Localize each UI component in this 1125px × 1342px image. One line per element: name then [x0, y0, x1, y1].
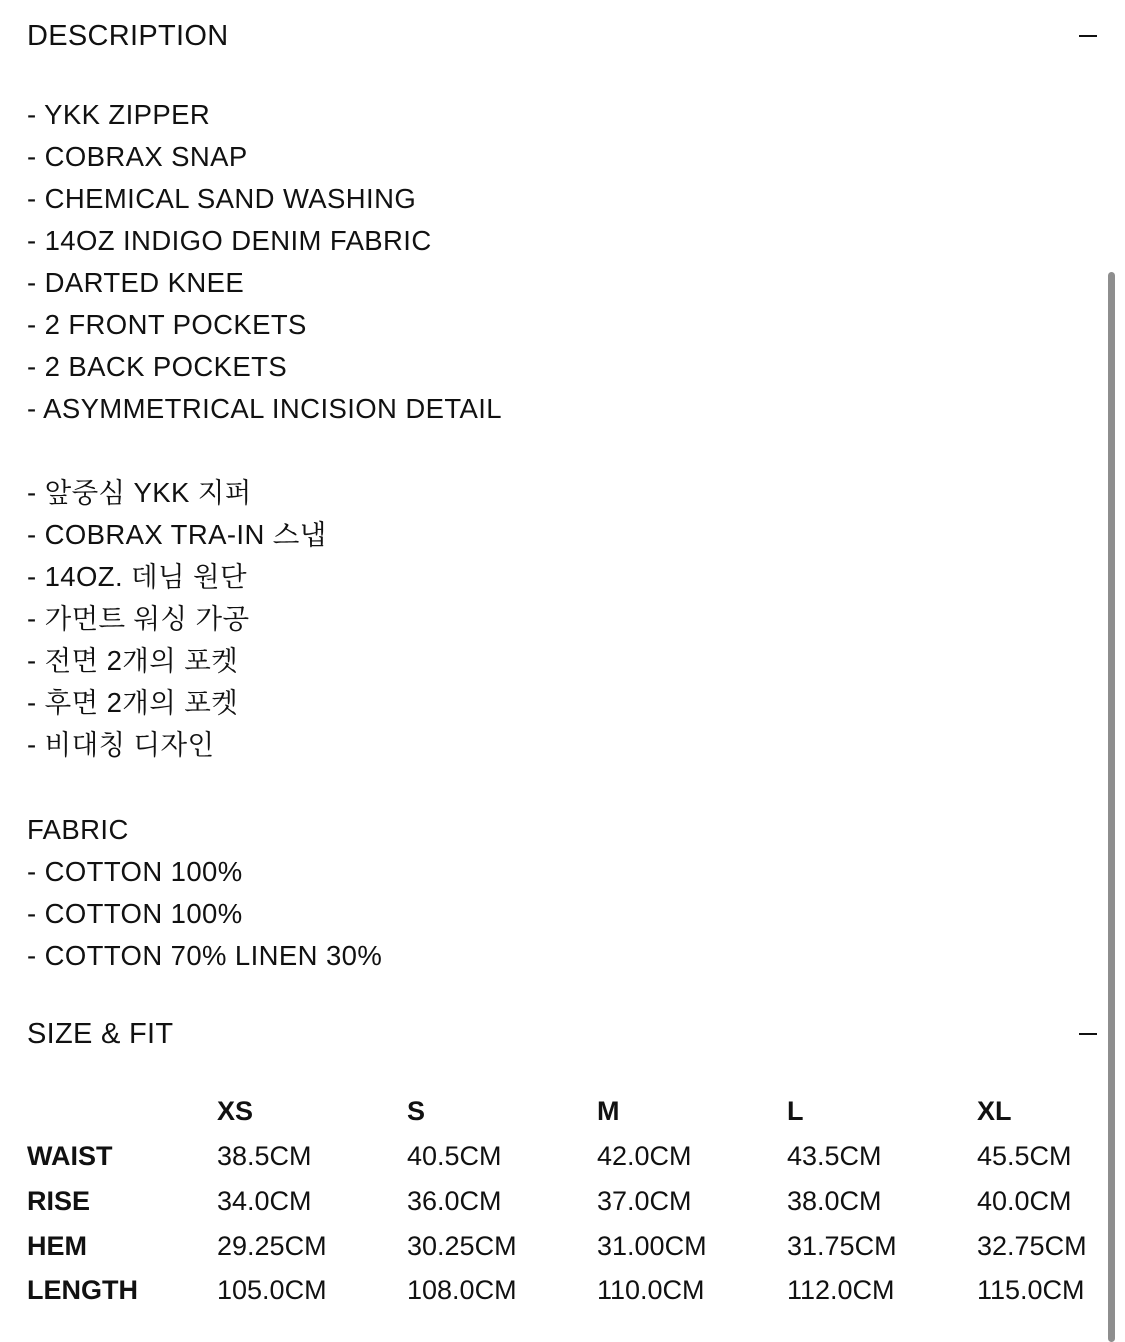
description-title: DESCRIPTION	[27, 19, 229, 52]
size-cell: 115.0CM	[977, 1275, 1085, 1305]
size-cell: 38.5CM	[217, 1141, 312, 1171]
feature-line-ko: - 비대칭 디자인	[27, 729, 215, 760]
feature-line-ko: - 14OZ. 데님 원단	[27, 561, 247, 592]
feature-line-ko: - 앞중심 YKK 지퍼	[27, 477, 252, 508]
feature-line: - ASYMMETRICAL INCISION DETAIL	[27, 393, 502, 424]
feature-line: - CHEMICAL SAND WASHING	[27, 183, 417, 214]
size-cell: 37.0CM	[597, 1186, 692, 1216]
feature-line: - DARTED KNEE	[27, 267, 245, 298]
size-cell: 29.25CM	[217, 1231, 327, 1261]
size-fit-accordion-header[interactable]	[27, 1014, 1097, 1054]
size-cell: 108.0CM	[407, 1275, 517, 1305]
size-cell: 32.75CM	[977, 1231, 1087, 1261]
description-accordion-header[interactable]	[27, 16, 1097, 56]
size-row-label: HEM	[27, 1231, 87, 1261]
fabric-heading: FABRIC	[27, 814, 129, 845]
size-cell: 40.0CM	[977, 1186, 1072, 1216]
minus-icon[interactable]	[1079, 1033, 1097, 1035]
size-fit-title: SIZE & FIT	[27, 1017, 174, 1050]
size-cell: 105.0CM	[217, 1275, 327, 1305]
size-cell: 31.00CM	[597, 1231, 707, 1261]
size-cell: 38.0CM	[787, 1186, 882, 1216]
feature-line: - YKK ZIPPER	[27, 99, 211, 130]
size-row-label: LENGTH	[27, 1275, 138, 1305]
size-column-header: M	[597, 1096, 620, 1126]
fabric-line: - COTTON 70% LINEN 30%	[27, 940, 383, 971]
size-cell: 110.0CM	[597, 1275, 705, 1305]
size-cell: 42.0CM	[597, 1141, 692, 1171]
feature-line-ko: - 후면 2개의 포켓	[27, 687, 239, 718]
size-cell: 45.5CM	[977, 1141, 1072, 1171]
size-column-header: XS	[217, 1096, 254, 1126]
minus-icon[interactable]	[1079, 35, 1097, 37]
size-column-header: XL	[977, 1096, 1012, 1126]
feature-line-ko: - 전면 2개의 포켓	[27, 645, 239, 676]
size-cell: 34.0CM	[217, 1186, 312, 1216]
feature-line-ko: - COBRAX TRA-IN 스냅	[27, 519, 327, 550]
size-row-label: WAIST	[27, 1141, 113, 1171]
fabric-line: - COTTON 100%	[27, 856, 243, 887]
feature-line: - 14OZ INDIGO DENIM FABRIC	[27, 225, 432, 256]
size-cell: 112.0CM	[787, 1275, 895, 1305]
feature-line: - 2 FRONT POCKETS	[27, 309, 307, 340]
size-cell: 36.0CM	[407, 1186, 502, 1216]
size-row-label: RISE	[27, 1186, 91, 1216]
size-cell: 43.5CM	[787, 1141, 882, 1171]
fabric-line: - COTTON 100%	[27, 898, 243, 929]
vertical-scrollbar[interactable]	[1108, 272, 1115, 1342]
size-column-header: S	[407, 1096, 426, 1126]
size-cell: 31.75CM	[787, 1231, 897, 1261]
feature-line-ko: - 가먼트 워싱 가공	[27, 603, 250, 634]
size-cell: 30.25CM	[407, 1231, 517, 1261]
feature-line: - COBRAX SNAP	[27, 141, 248, 172]
feature-line: - 2 BACK POCKETS	[27, 351, 288, 382]
size-column-header: L	[787, 1096, 804, 1126]
size-cell: 40.5CM	[407, 1141, 502, 1171]
